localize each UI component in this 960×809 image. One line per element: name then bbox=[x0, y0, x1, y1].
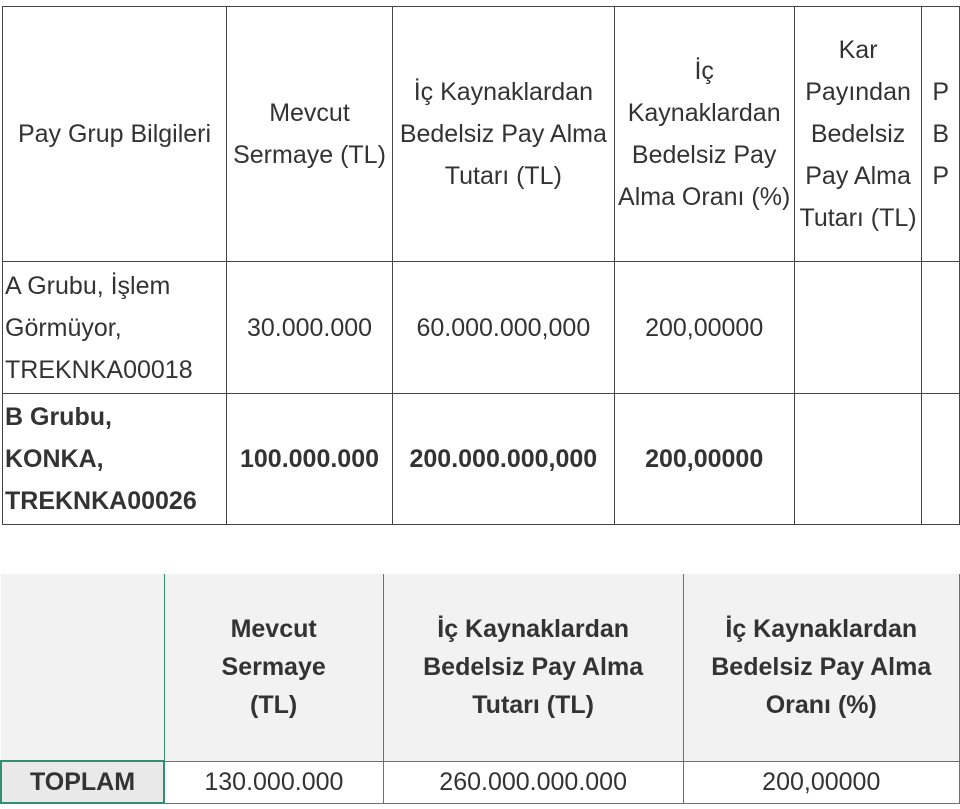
group-line: Görmüyor, bbox=[5, 313, 122, 342]
header-current-capital: Mevcut Sermaye (TL) bbox=[227, 7, 393, 262]
group-line: TREKNKA00026 bbox=[5, 487, 197, 515]
totals-header-row bbox=[1, 574, 960, 761]
group-info-cell bbox=[3, 262, 227, 394]
total-label: TOPLAM bbox=[1, 761, 164, 803]
table-row bbox=[3, 262, 960, 394]
group-line: TREKNKA00018 bbox=[5, 355, 193, 384]
header-bonus-rate: İç Kaynaklardan Bedelsiz Pay Alma Oranı (%) bbox=[614, 7, 794, 262]
table-header-row bbox=[3, 7, 960, 262]
totals-header-bonus-rate: İç Kaynaklardan Bedelsiz Pay Alma Oranı (%) bbox=[683, 574, 959, 761]
bonus-amount-cell: 60.000.000,000 bbox=[393, 262, 615, 394]
totals-row bbox=[1, 761, 960, 803]
truncated-cell bbox=[922, 394, 960, 525]
truncated-cell bbox=[922, 262, 960, 394]
group-info-cell bbox=[3, 394, 227, 525]
total-bonus-rate: 200,00000 bbox=[683, 761, 959, 803]
total-bonus-amount: 260.000.000.000 bbox=[383, 761, 683, 803]
bonus-rate-cell: 200,00000 bbox=[614, 394, 794, 525]
group-line: B Grubu, bbox=[5, 403, 112, 431]
dividend-bonus-cell bbox=[794, 394, 922, 525]
totals-table-container bbox=[0, 570, 960, 809]
totals-header-bonus-amount: İç Kaynaklardan Bedelsiz Pay Alma Tutarı (TL) bbox=[383, 574, 683, 761]
share-group-table bbox=[2, 6, 960, 525]
bonus-amount-cell: 200.000.000,000 bbox=[393, 394, 615, 525]
header-group-info: Pay Grup Bilgileri bbox=[3, 7, 227, 262]
totals-table bbox=[0, 574, 960, 804]
table-row bbox=[3, 394, 960, 525]
group-line: KONKA, bbox=[5, 445, 104, 473]
capital-cell: 100.000.000 bbox=[227, 394, 393, 525]
total-capital: 130.000.000 bbox=[164, 761, 383, 803]
header-bonus-amount: İç Kaynaklardan Bedelsiz Pay Alma Tutarı (TL) bbox=[393, 7, 615, 262]
dividend-bonus-cell bbox=[794, 262, 922, 394]
group-line: A Grubu, İşlem bbox=[5, 271, 171, 300]
header-dividend-bonus-amount: Kar Payından Bedelsiz Pay Alma Tutarı (TL) bbox=[794, 7, 922, 262]
bonus-rate-cell: 200,00000 bbox=[614, 262, 794, 394]
totals-header-empty bbox=[1, 574, 164, 761]
capital-cell: 30.000.000 bbox=[227, 262, 393, 394]
totals-header-capital: Mevcut Sermaye (TL) bbox=[164, 574, 383, 761]
header-truncated: P B P bbox=[922, 7, 960, 262]
